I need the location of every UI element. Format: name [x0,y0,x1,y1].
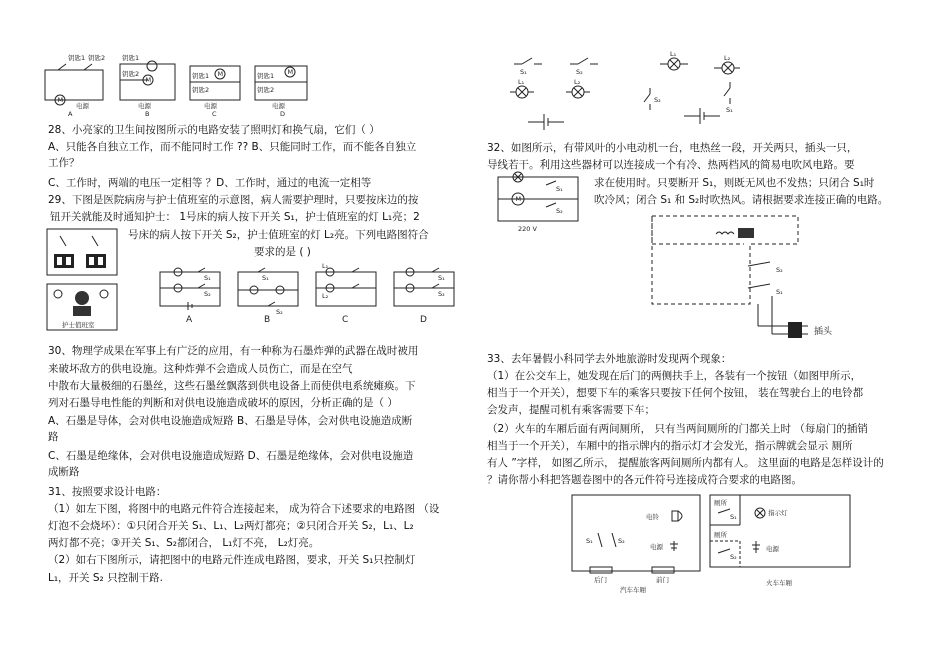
q29-option-circuits [158,262,458,326]
q33-line2: （1）在公交车上，她发现在后门的两侧扶手上，各装有一个按钮（如图甲所示， [487,370,862,382]
q28-option-cd: C、工作时，两端的电压一定相等 ？D、工作时，通过的电流一定相等 [48,177,372,189]
q33-train-caption: 火车车厢 [766,579,792,587]
q33-bell-label: 电铃 [646,513,659,521]
q31-line3: 灯泡不会烧坏）：①只闭合开关 S₁、L₁、L₂两灯都亮；②只闭合开关 S₂，L₁、L₂ [48,520,414,532]
q32-hair-dryer-figure [648,208,838,348]
q31-line4: 两灯都不亮；③开关 S₁、S₂都闭合， L₁灯不亮， L₂灯亮。 [48,537,320,549]
q27-key1-a: 钥匙1 [68,54,86,62]
q29-c-l2: L₂ [322,292,329,300]
q29-circuit-b [238,268,298,325]
q31-left-components [510,58,598,130]
q29-line4: 要求的是 ( ) [254,246,311,258]
q33-line7: 有人 ”字样， 如图乙所示， 提醒旅客两间厕所内都有人。 这里面的电路是怎样设计的 [487,457,884,469]
q31-left-s2: S₂ [576,68,583,76]
q27-opt-b: B [145,110,150,118]
q29-a-s2: S₂ [204,290,211,298]
q33-back-door: 后门 [594,576,607,584]
q29-circuit-d [394,268,454,325]
q27-key2-a: 钥匙2 [88,54,106,62]
q27-circuit-a [45,53,105,118]
q29-b-s2: S₂ [276,308,283,316]
q29-b-s1: S₁ [262,274,269,282]
q27-motor-b: M [145,76,152,84]
q29-opt-b: B [264,315,271,325]
q27-key1-b: 钥匙1 [122,54,140,62]
q30-line1: 30、物理学成果在军事上有广泛的应用，有一种称为石墨炸弹的武器在战时被用 [48,345,419,357]
q31-left-s1: S₁ [520,68,527,76]
q27-key2-b: 钥匙2 [122,70,140,78]
q33-train-figure [710,495,850,587]
q33-line5: （2）火车的车厢后面有两间厕所， 只有当两间厕所的门都关上时 （每扇门的插销 [487,423,868,435]
q33-train-s2: S₂ [730,553,737,561]
q33-wc2-label: 厕所 [714,531,727,539]
q32-box-s1: S₁ [776,288,783,296]
q32-circuit [496,171,586,233]
q31-right-l2: L₂ [724,54,731,62]
q27-motor-a: M [57,96,64,104]
q30-option-cd-cont: 成断路 [48,466,80,478]
q27-power-d: 电源 [272,102,285,110]
q31-component-figures [508,50,738,130]
q31-left-l2: L₂ [574,78,581,86]
q30-line4: 列对石墨导电性能的判断和对供电设施造成破坏的原因，分析正确的是（ ） [48,397,398,409]
q27-circuit-c [190,66,240,118]
q30-option-ab: A、石墨是导体，会对供电设施造成短路 B、石墨是导体，会对供电设施造成断 [48,415,413,427]
q33-train-power-label: 电源 [766,545,779,553]
q27-key1-d: 钥匙1 [257,72,275,80]
q30-option-cd: C、石墨是绝缘体，会对供电设施造成短路 D、石墨是绝缘体，会对供电设施造 [48,450,414,462]
q33-line1: 33、去年暑假小科同学去外地旅游时发现两个现象： [487,353,732,365]
q33-train-s1: S₁ [730,513,737,521]
q30-line2: 来破坏敌方的供电设施。这种炸弹不会造成人员伤亡，而是在空气 [48,363,353,375]
q32-voltage: 220 V [518,225,537,233]
q27-key1-c: 钥匙1 [192,72,210,80]
q27-power-a: 电源 [76,102,89,110]
q28-stem: 28、小亮家的卫生间按图所示的电路安装了照明灯和换气扇，它们（ ） [48,124,380,136]
q33-line8: ？请你帮小科把答题卷图中的各元件符号连接成符合要求的电路图。 [487,474,802,486]
q33-wc1-label: 厕所 [714,499,727,507]
q32-fig-s2: S₂ [556,207,563,215]
q29-opt-c: C [342,315,349,325]
q27-motor-c: M [217,70,224,78]
q29-ward-diagram [46,228,118,332]
q29-c-l1: L₁ [322,262,329,270]
q29-d-s2: S₂ [438,290,445,298]
q30-line3: 中散布大量极细的石墨丝，这些石墨丝飘落到供电设备上而使供电系统瘫痪。下 [48,380,416,392]
q28-option-ab-cont: 工作？ [48,157,80,169]
q29-room-label: 护士值班室 [62,321,95,329]
q31-line1: 31、按照要求设计电路： [48,486,167,498]
q27-motor-d: M [287,68,294,76]
q31-line5: （2）如右下图所示，请把图中的电路元件连成电路图，要求，开关 S₁只控制灯 [48,554,416,566]
q32-box-s2: S₂ [776,266,783,274]
q30-option-ab-cont: 路 [48,431,59,443]
q32-plug-label: 插头 [814,327,833,337]
q29-opt-a: A [186,315,193,325]
q33-bus-s1: S₁ [586,537,593,545]
q29-d-s1: S₁ [438,274,445,282]
q33-front-door: 前门 [656,576,669,584]
q31-right-l1: L₁ [670,50,677,58]
q31-right-s2: S₂ [654,96,661,104]
q29-line1: 29、下图是医院病房与护士值班室的示意图，病人需要护理时，只要按床边的按 [48,194,419,206]
q29-a-s1: S₁ [204,274,211,282]
q27-opt-a: A [68,110,73,118]
q31-right-s1: S₁ [726,106,733,114]
q29-circuit-c [316,262,376,325]
q31-left-l1: L₁ [518,78,525,86]
q27-opt-c: C [212,110,217,118]
q27-key2-d: 钥匙2 [257,86,275,94]
q31-right-components [644,50,740,124]
q31-line6: L₁，开关 S₂ 只控制干路. [48,572,163,584]
q33-line4: 会发声，提醒司机有乘客需要下车； [487,404,655,416]
q27-circuit-b [120,53,175,118]
q33-line6: 相当于一个开关），车厢中的指示牌内的指示灯才会发光，指示牌就会显示 厕所 [487,440,853,452]
q33-bus-caption: 汽车车厢 [620,586,646,594]
q29-opt-d: D [420,315,427,325]
q27-power-b: 电源 [138,102,151,110]
q32-line3: 求在使用时。只要断开 S₁，则既无风也不发热；只闭合 S₁时 [594,177,875,189]
q29-line3: 号床的病人按下开关 S₂，护士值班室的灯 L₂亮。下列电路图符合 [128,229,429,241]
q32-line1: 32、如图所示，有带风叶的小电动机一台，电热丝一段，开关两只，插头一只， [487,142,858,154]
q27-key2-c: 钥匙2 [192,86,210,94]
q27-circuit-d [255,66,307,118]
q27-power-c: 电源 [204,102,217,110]
q28-option-ab: A、只能各自独立工作，而不能同时工作 ?? B、只能同时工作，而不能各自独立 [48,141,417,153]
q32-fig-s1: S₁ [556,185,563,193]
q33-bus-s2: S₂ [618,537,625,545]
q33-bus-power-label: 电源 [650,543,663,551]
q32-line2: 导线若干。利用这些器材可以连接成一个有冷、热两档风的简易电吹风电路。要 [487,159,855,171]
q32-line4: 吹冷风；闭合 S₁ 和 S₂时吹热风。请根据要求连接正确的电路。 [594,194,889,206]
q31-line2: （1）如左下图，将图中的电路元件符合连接起来， 成为符合下述要求的电路图 （设 [48,503,440,515]
q27-opt-d: D [280,110,286,118]
q33-figures [570,493,910,593]
q29-circuit-a [160,268,220,325]
q32-motor: M [515,195,522,203]
q27-circuit-figures [40,52,310,118]
q33-indicator-label: 指示灯 [768,509,788,517]
q33-line3: 相当于一个开关），想要下车的乘客只要按下任何个按钮， 装在驾驶台上的电铃都 [487,387,864,399]
q29-line2: 钮开关就能及时通知护士： 1号床的病人按下开关 S₁，护士值班室的灯 L₁亮；2 [50,211,420,223]
q33-bus-figure [572,495,700,594]
